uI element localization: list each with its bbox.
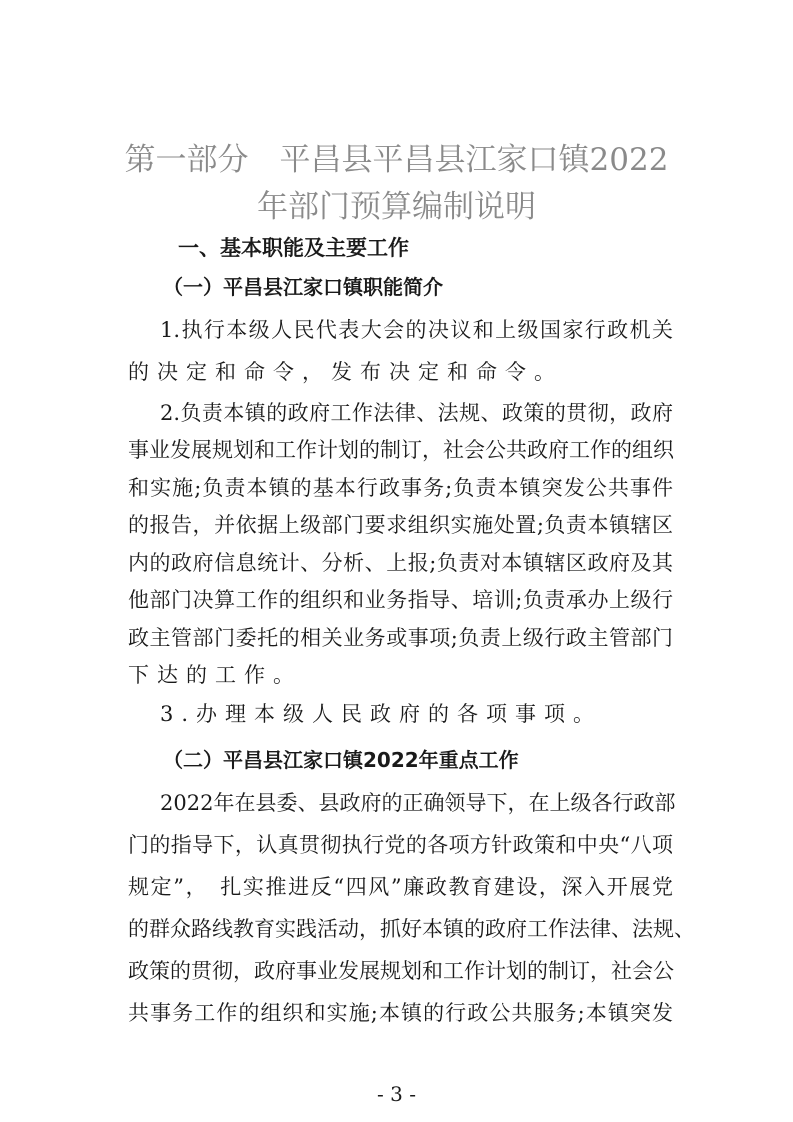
paragraph-line: 2022年在县委、县政府的正确领导下，在上级各行政部 [160,791,676,815]
paragraph-line: 事业发展规划和工作计划的制订，社会公共政府工作的组织 [128,438,674,462]
paragraph-line: 政主管部门委托的相关业务或事项;负责上级行政主管部门 [128,626,673,650]
paragraph-line: 门的指导下，认真贯彻执行党的各项方针政策和中央“八项 [128,833,673,857]
paragraph-line: 规定”， 扎实推进反“四风”廉政教育建设，深入开展党 [128,875,673,899]
paragraph-line: 内的政府信息统计、分析、上报;负责对本镇辖区政府及其 [128,551,673,575]
paragraph-line: 的群众路线教育实践活动，抓好本镇的政府工作法律、法规、 [128,917,695,941]
paragraph-line: 的报告，并依据上级部门要求组织实施处置;负责本镇辖区 [128,513,673,537]
paragraph-line: 共事务工作的组织和实施;本镇的行政公共服务;本镇突发 [128,1001,673,1025]
paragraph-line: 和实施;负责本镇的基本行政事务;负责本镇突发公共事件 [128,476,673,500]
page-number: - 3 - [377,1082,416,1106]
subsection-heading-2: （二）平昌县江家口镇2022年重点工作 [163,748,519,772]
paragraph-line: 政策的贯彻，政府事业发展规划和工作计划的制订，社会公 [128,959,674,983]
title-line-2: 年部门预算编制说明 [257,189,536,225]
paragraph-line: 下达的工作。 [128,663,302,687]
paragraph-line: 2.负责本镇的政府工作法律、法规、政策的贯彻，政府 [160,401,673,425]
title-line-1: 第一部分 平昌县平昌县江家口镇2022 [124,142,669,178]
paragraph-line: 1.执行本级人民代表大会的决议和上级国家行政机关 [160,318,673,342]
paragraph-line: 3.办理本级人民政府的各项事项。 [160,702,603,726]
paragraph-line: 他部门决算工作的组织和业务指导、培训;负责承办上级行 [128,588,673,612]
section-heading: 一、基本职能及主要工作 [178,236,409,260]
subsection-heading-1: （一）平昌县江家口镇职能简介 [163,275,443,299]
paragraph-line: 的决定和命令，发布决定和命令。 [128,360,563,384]
